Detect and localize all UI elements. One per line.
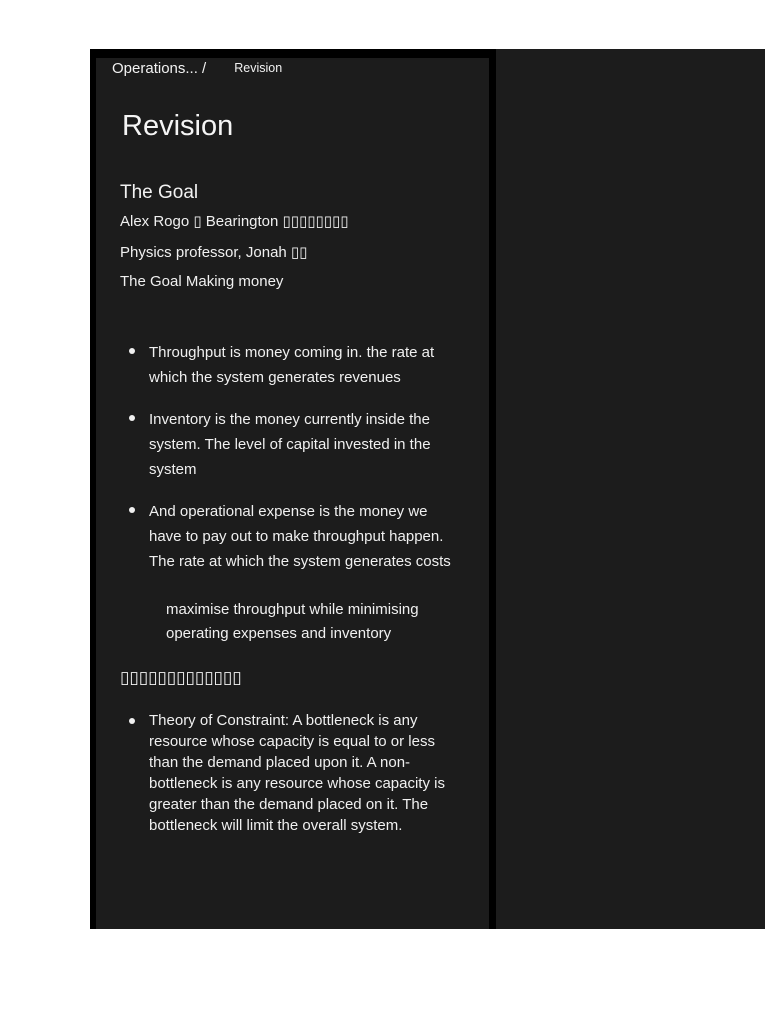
goal-line-1: Alex Rogo ▯ Bearington ▯▯▯▯▯▯▯▯	[120, 213, 349, 230]
goal-line-2: Physics professor, Jonah ▯▯	[120, 244, 308, 261]
measures-list	[120, 340, 460, 591]
document-page	[96, 58, 489, 929]
breadcrumb-parent-link[interactable]: Operations... /	[112, 59, 207, 77]
goal-line-3: The Goal Making money	[120, 273, 284, 290]
breadcrumb-current: Revision	[234, 61, 283, 75]
breadcrumb	[112, 58, 282, 78]
list-item: Throughput is money coming in. the rate at which the system generates revenues	[120, 340, 460, 390]
section-title-goal: The Goal	[120, 182, 199, 203]
page-title: Revision	[122, 110, 234, 142]
side-panel	[496, 49, 765, 929]
constraints-list	[120, 710, 460, 836]
section-title-constraints: ▯▯▯▯▯▯▯▯▯▯▯▯▯	[120, 668, 242, 687]
list-item: Theory of Constraint: A bottleneck is any resource whose capacity is equal to or less than the demand placed upon it. A non-bottleneck is any resource whose capacity is greater than the demand placed on it. The bottleneck will limit the overall system.	[120, 710, 460, 836]
list-item: Inventory is the money currently inside the system. The level of capital invested in the system	[120, 407, 460, 482]
objective-note: maximise throughput while minimising operating expenses and inventory	[166, 601, 419, 642]
list-item: And operational expense is the money we have to pay out to make throughput happen. The rate at which the system generates costs	[120, 499, 460, 574]
